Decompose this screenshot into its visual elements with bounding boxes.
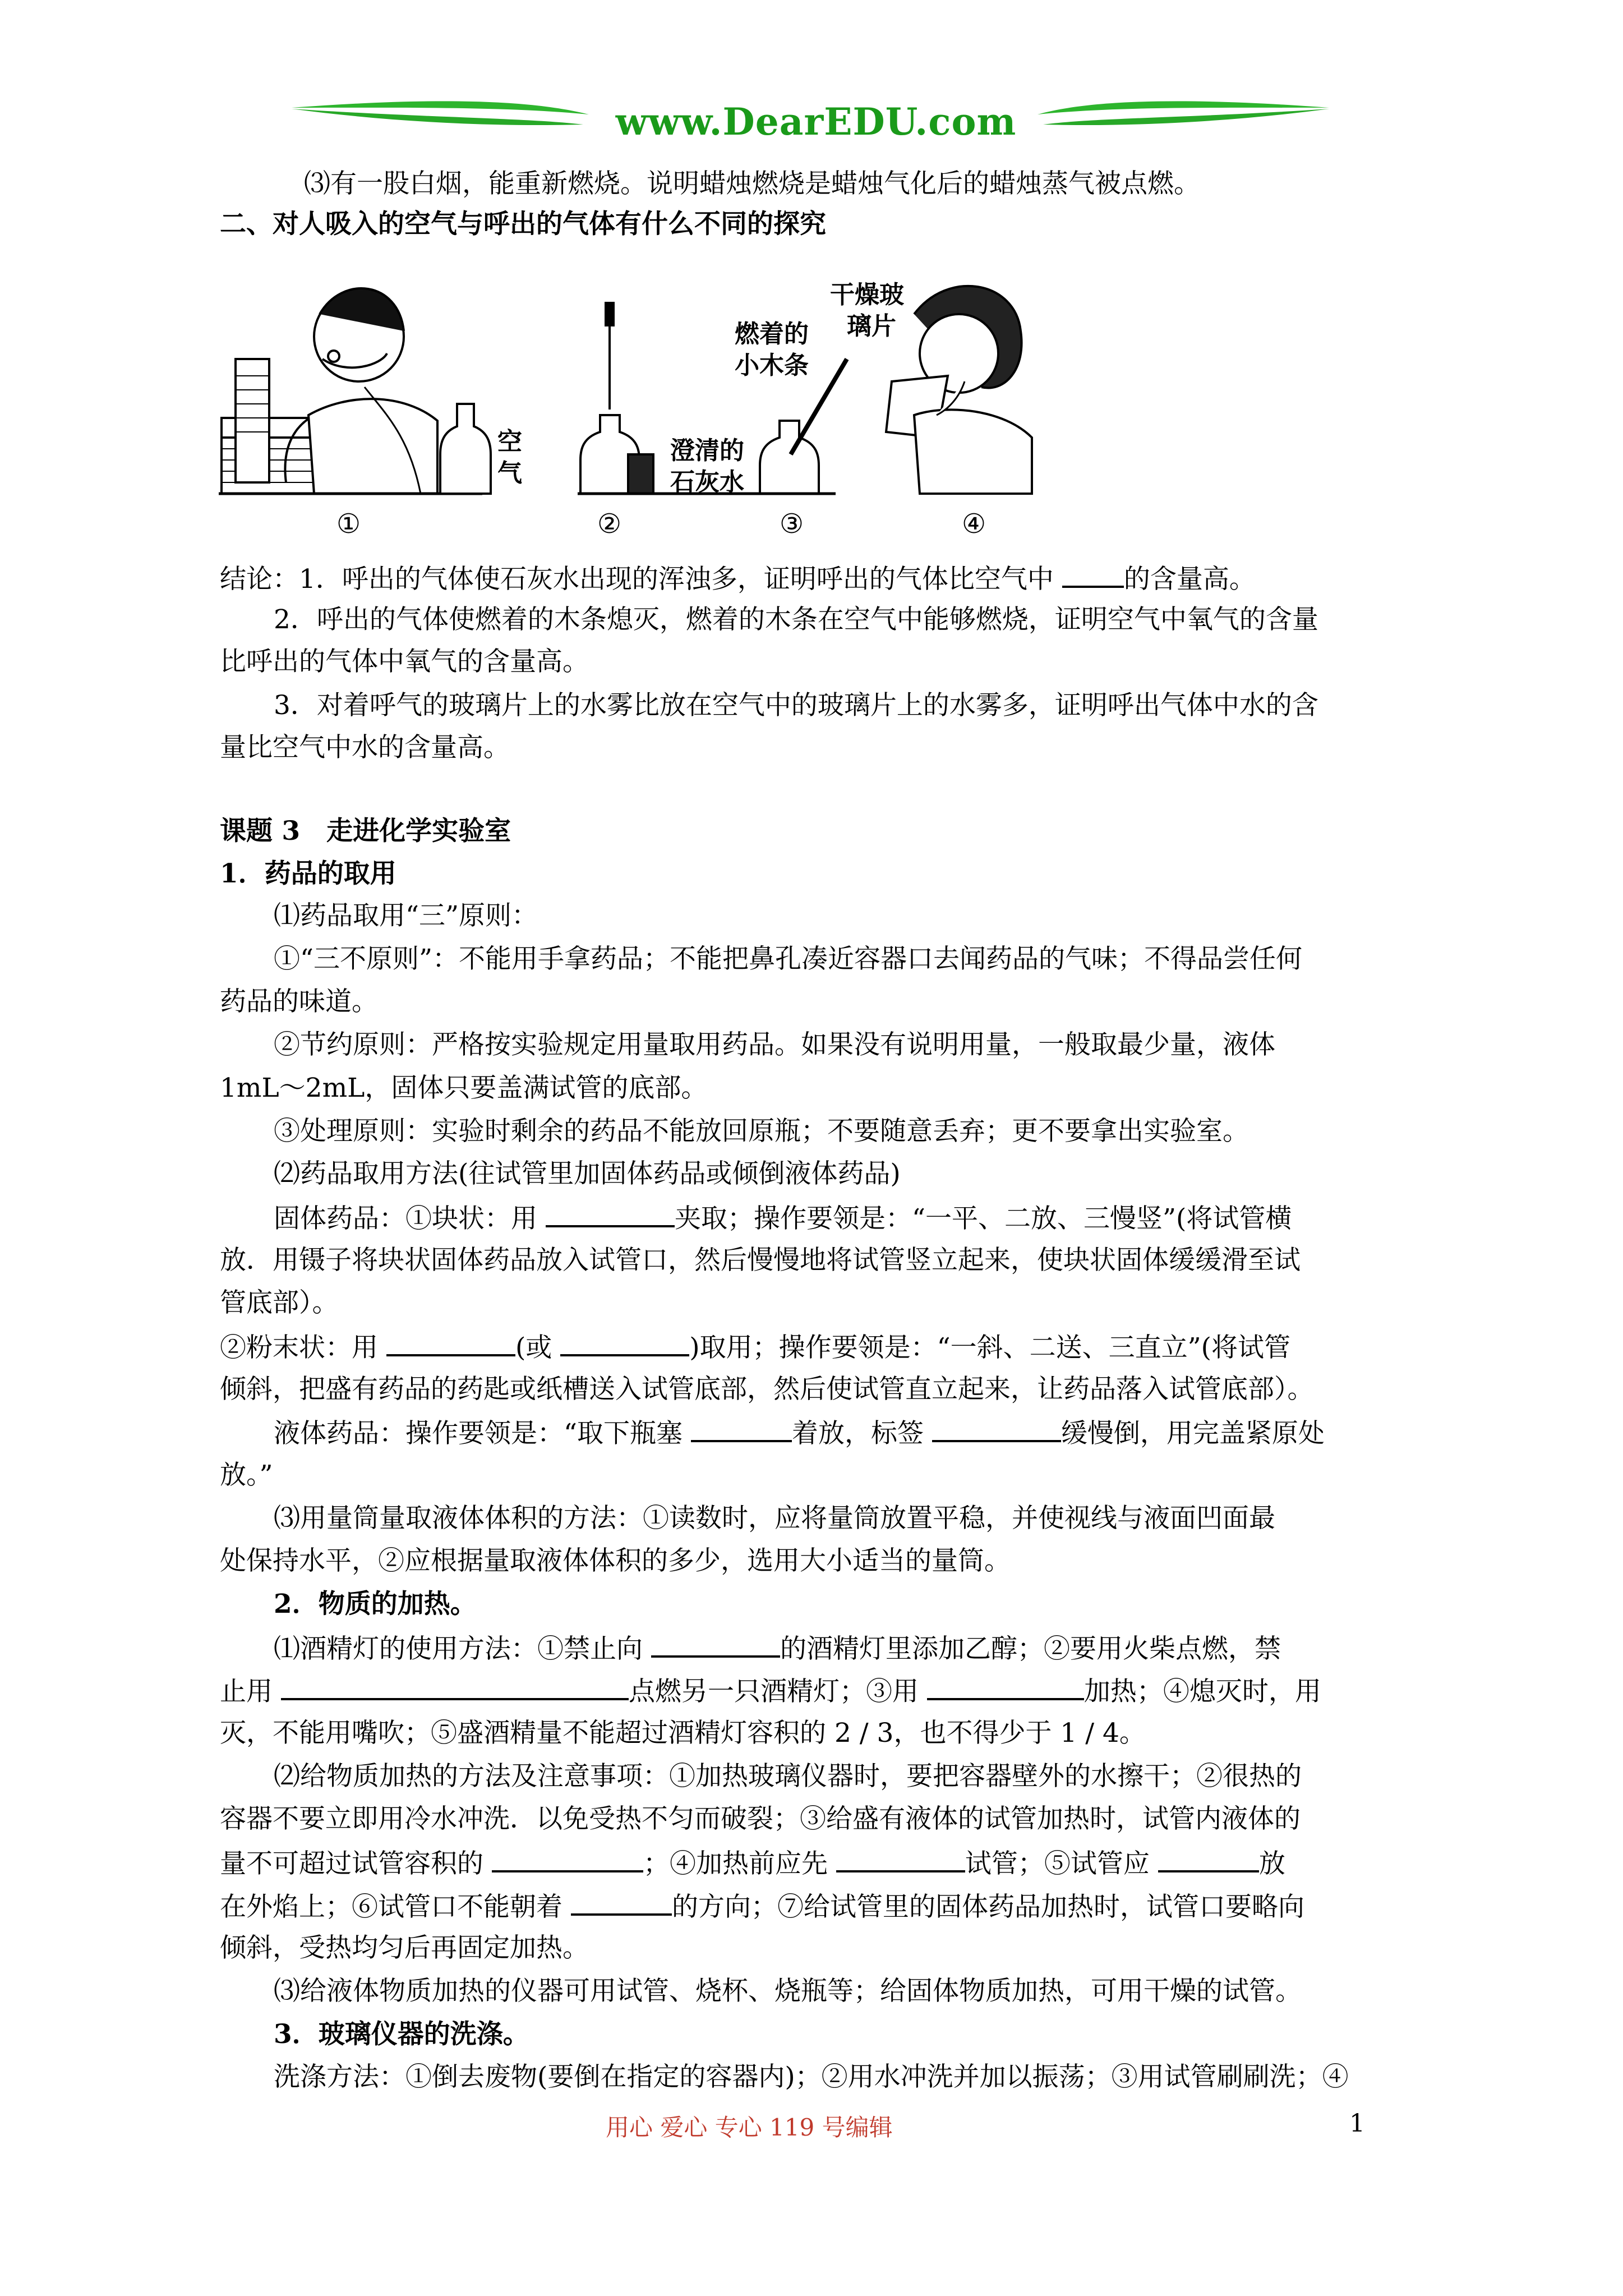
fill-blank <box>546 1200 675 1227</box>
text-line: ⑶有一股白烟，能重新燃烧。说明蜡烛燃烧是蜡烛气化后的蜡烛蒸气被点燃。 <box>304 168 1200 199</box>
text-line <box>220 1329 1623 1365</box>
text-line: 倾斜，把盛有药品的药匙或纸槽送入试管底部，然后使试管直立起来，让药品落入试管底部）。 <box>220 1374 1314 1405</box>
experiment-figure <box>219 269 1105 561</box>
text-line: ⑵给物质加热的方法及注意事项：①加热玻璃仪器时，要把容器壁外的水擦干；②很热的 <box>274 1761 1302 1792</box>
text-line: ①“三不原则”：不能用手拿药品；不能把鼻孔凑近容器口去闻药品的气味；不得品尝任何 <box>274 944 1303 974</box>
fill-blank <box>691 1415 792 1442</box>
fill-blank <box>932 1415 1061 1442</box>
text-line: 药品的味道。 <box>220 986 378 1017</box>
text-span: 量不可超过试管容积的 <box>220 1848 483 1879</box>
figure-number-4: ④ <box>962 508 986 540</box>
text-span: 液体药品：操作要领是：“取下瓶塞 <box>274 1418 683 1449</box>
subsection-heading: 1．药品的取用 <box>220 858 396 889</box>
fill-blank <box>560 1329 689 1356</box>
text-span: 加热；④熄灭时，用 <box>1083 1676 1321 1707</box>
fill-blank <box>386 1329 515 1356</box>
text-line: ⑴药品取用“三”原则： <box>274 900 538 931</box>
text-line <box>274 1631 1623 1666</box>
text-span: 在外焰上；⑥试管口不能朝着 <box>220 1892 562 1922</box>
text-line: 处保持水平，②应根据量取液体体积的多少，选用大小适当的量筒。 <box>220 1545 1011 1576</box>
footer-text: 用心 爱心 专心 119 号编辑 <box>606 2114 893 2141</box>
text-line <box>274 1200 1623 1236</box>
text-line: 比呼出的气体中氧气的含量高。 <box>220 646 589 677</box>
text-span: ②粉末状：用 <box>220 1332 378 1363</box>
fill-blank <box>492 1846 643 1872</box>
fill-blank <box>281 1673 629 1700</box>
text-line: 洗涤方法：①倒去废物(要倒在指定的容器内)；②用水冲洗并加以振荡；③用试管刷刷洗；④ <box>274 2062 1349 2092</box>
label-glass-2: 璃片 <box>847 312 896 341</box>
text-span: 缓慢倒，用完盖紧原处 <box>1061 1418 1325 1449</box>
text-span: 着放，标签 <box>791 1418 924 1449</box>
label-limewater-1: 澄清的 <box>670 436 744 465</box>
text-span: 放 <box>1258 1848 1285 1879</box>
label-stick-2: 小木条 <box>735 351 809 380</box>
text-span: 结论：1．呼出的气体使石灰水出现的浑浊多，证明呼出的气体比空气中 <box>220 564 1054 595</box>
text-span: 试管；⑤试管应 <box>965 1848 1150 1879</box>
person-blowing-illustration <box>222 288 437 494</box>
fill-blank <box>927 1673 1084 1700</box>
text-span: 夹取；操作要领是：“一平、二放、三慢竖”(将试管横 <box>674 1203 1292 1234</box>
air-bottle <box>440 404 491 494</box>
child-breathing-illustration <box>886 286 1032 494</box>
text-line: 2．呼出的气体使燃着的木条熄灭，燃着的木条在空气中能够燃烧，证明空气中氧气的含量 <box>274 604 1318 635</box>
text-span: ⑴酒精灯的使用方法：①禁止向 <box>274 1634 643 1664</box>
text-line <box>220 1889 1623 1924</box>
label-limewater-2: 石灰水 <box>670 468 744 496</box>
text-line: ③处理原则：实验时剩余的药品不能放回原瓶；不要随意丢弃；更不要拿出实验室。 <box>274 1116 1249 1147</box>
text-span: 止用 <box>220 1676 273 1707</box>
text-line: 管底部）。 <box>220 1287 339 1318</box>
limewater-setup <box>580 303 653 494</box>
text-line: 倾斜，受热均匀后再固定加热。 <box>220 1932 589 1963</box>
fill-blank <box>651 1631 780 1658</box>
subsection-heading: 2．物质的加热。 <box>274 1589 477 1619</box>
fill-blank <box>1158 1846 1259 1872</box>
fill-blank <box>836 1846 965 1872</box>
text-line: ⑶给液体物质加热的仪器可用试管、烧杯、烧瓶等；给固体物质加热，可用干燥的试管。 <box>274 1976 1302 2007</box>
text-span: (或 <box>515 1332 552 1363</box>
text-line: ⑵药品取用方法(往试管里加固体药品或倾倒液体药品) <box>274 1158 901 1189</box>
page-number: 1 <box>1349 2109 1365 2138</box>
text-line <box>220 1673 1623 1709</box>
text-line: 1mL～2mL，固体只要盖满试管的底部。 <box>220 1073 708 1103</box>
figure-number-2: ② <box>597 508 622 540</box>
text-line: 容器不要立即用冷水冲洗．以免受热不匀而破裂；③给盛有液体的试管加热时，试管内液体的 <box>220 1803 1301 1834</box>
section-heading: 课题 3 走进化学实验室 <box>220 816 511 846</box>
label-air-2: 气 <box>497 459 522 487</box>
text-span: 固体药品：①块状：用 <box>274 1203 537 1234</box>
text-line: ②节约原则：严格按实验规定用量取用药品。如果没有说明用量，一般取最少量，液体 <box>274 1029 1275 1060</box>
text-span: 的方向；⑦给试管里的固体药品加热时，试管口要略向 <box>671 1892 1304 1922</box>
text-span: 的含量高。 <box>1123 564 1256 595</box>
fill-blank <box>571 1889 672 1916</box>
section-heading: 二、对人吸入的空气与呼出的气体有什么不同的探究 <box>220 209 826 240</box>
text-span: 的酒精灯里添加乙醇；②要用火柴点燃，禁 <box>780 1634 1281 1664</box>
figure-number-3: ③ <box>780 508 804 540</box>
label-air-1: 空 <box>497 427 522 456</box>
text-line: 3．对着呼气的玻璃片上的水雾比放在空气中的玻璃片上的水雾多，证明呼出气体中水的含 <box>274 690 1318 721</box>
text-line: 灭，不能用嘴吹；⑤盛酒精量不能超过酒精灯容积的 2 / 3，也不得少于 1 / 4。 <box>220 1718 1146 1749</box>
label-glass-1: 干燥玻 <box>830 280 904 309</box>
text-span: ；④加热前应先 <box>643 1848 828 1879</box>
text-line <box>220 1846 1623 1881</box>
text-line: 量比空气中水的含量高。 <box>220 732 510 763</box>
text-span: 点燃另一只酒精灯；③用 <box>628 1676 919 1707</box>
text-line <box>274 1415 1623 1451</box>
text-span: )取用；操作要领是：“一斜、二送、三直立”(将试管 <box>689 1332 1290 1363</box>
text-line <box>220 561 1623 596</box>
label-stick-1: 燃着的 <box>735 320 809 348</box>
site-logo: www.DearEDU.com <box>615 100 1017 144</box>
fill-blank <box>1062 561 1124 588</box>
subsection-heading: 3．玻璃仪器的洗涤。 <box>274 2019 529 2050</box>
text-line: 放。” <box>220 1460 273 1490</box>
text-line: 放．用镊子将块状固体药品放入试管口，然后慢慢地将试管竖立起来，使块状固体缓缓滑至试 <box>220 1245 1301 1276</box>
figure-number-1: ① <box>336 508 361 540</box>
text-line: ⑶用量筒量取液体体积的方法：①读数时，应将量筒放置平稳，并使视线与液面凹面最 <box>274 1503 1275 1534</box>
